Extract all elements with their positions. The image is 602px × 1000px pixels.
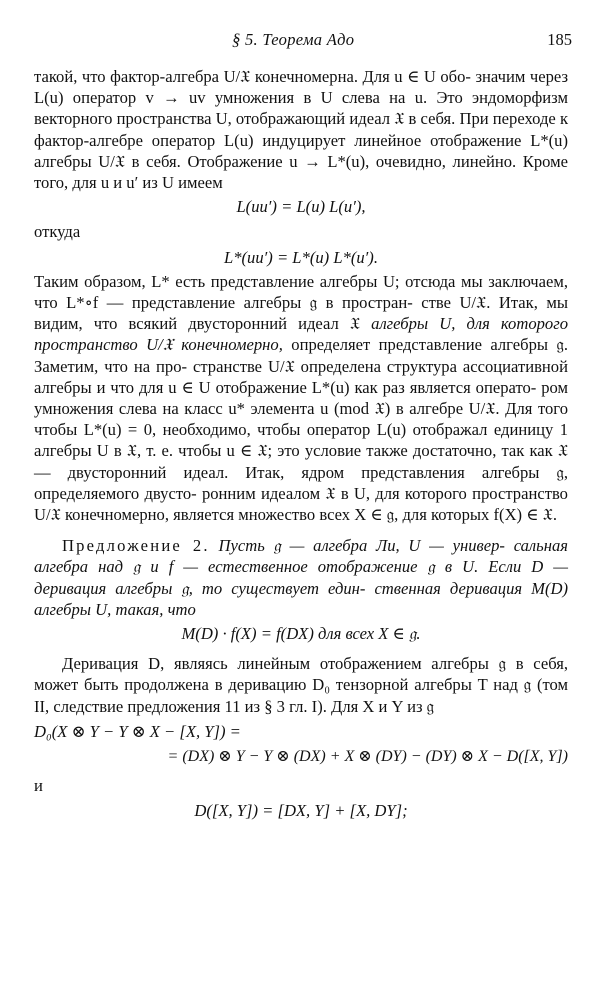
text-line: Итак, ядром представления алгебры 𝔤, определяемого двусто- — [34, 462, 568, 503]
text-line: конечномерно, является множество всех X ∈ 𝔤, для которых — [64, 505, 490, 525]
section-title: § 5. Теорема Адо — [232, 30, 355, 49]
conjunction-i: и — [34, 776, 43, 796]
text-line: странстве U/𝔛 определена структура ассоциативной алгебры — [34, 356, 568, 397]
text-line: и u′ из U имеем — [113, 173, 223, 193]
paragraph-3 — [34, 653, 568, 717]
proposition-title: Предложение 2. — [62, 536, 210, 556]
text-line: сальная алгебра над 𝔤 и f — естественное отображение 𝔤 — [34, 536, 568, 577]
text-line: алгебры T над 𝔤 (том II, следствие предложения 11 из § 3 — [34, 675, 568, 716]
equation-3: M(D) · f(X) = f(DX) для всех X ∈ 𝔤. — [181, 624, 421, 644]
text-line: ственная деривация M(D) алгебры U, такая, что — [34, 578, 568, 619]
text-line: f(X) ∈ 𝔛. — [493, 505, 557, 525]
text-line: Это эндоморфизм векторного пространства U, отображающий — [34, 88, 569, 129]
text-line: стве U/𝔛. Итак, мы видим, что всякий двусторонний идеал 𝔛 — [34, 293, 568, 334]
text-line: такой, что фактор-алгебра U/𝔛 конечномерна. Для u ∈ U обо- — [34, 67, 471, 86]
text-line: определяет представление алгебры 𝔤. Заметим, что на про- — [34, 335, 568, 376]
text-line: значим через L(u) оператор v → uv умножения в U слева на u. — [34, 67, 568, 108]
text-line: в себя, может быть продолжена в деривацию D₀ тензорной — [34, 654, 569, 695]
proposition-2 — [34, 535, 568, 620]
text-line: заключаем, что L*∘f — представление алгебры 𝔤 в простран- — [34, 271, 568, 313]
text-line: алгебры U, для которого пространство U/𝔛 конечномерно, — [34, 314, 568, 355]
text-line: условие также достаточно, так как 𝔛 — двусторонний идеал. — [34, 441, 568, 482]
text-line: Отображение u → L*(u), очевидно, линейно. Кроме того, для u — [34, 151, 568, 193]
paragraph-2 — [34, 271, 568, 525]
text-line: Таким образом, L* есть представление алгебры U; отсюда мы — [34, 271, 483, 291]
equation-4-line-2: = (DX) ⊗ Y − Y ⊗ (DX) + X ⊗ (DY) − (DY) ⊗ X − D([X, Y]) — [167, 748, 568, 766]
page-body — [34, 66, 568, 824]
text-line: идеал 𝔛 в себя. При переходе к фактор-алгебре оператор L(u) — [34, 109, 569, 150]
word-otkuda: откуда — [34, 222, 81, 242]
text-line: Для того чтобы L*(u) = 0, необходимо, чтобы оператор L(u) — [34, 399, 568, 440]
text-line: ронним идеалом 𝔛 в U, для которого пространство U/𝔛 — [34, 483, 568, 525]
text-line: ром умножения слева на класс u* элемента u (mod 𝔛) в алгебре U/𝔛. — [34, 377, 569, 419]
equation-5: D([X, Y]) = [DX, Y] + [X, DY]; — [194, 800, 408, 820]
page-number: 185 — [547, 30, 572, 49]
text-line: Пусть 𝔤 — алгебра Ли, U — универ- — [218, 536, 505, 556]
equation-4-line-1: D₀(X ⊗ Y − Y ⊗ X − [X, Y]) = — [34, 721, 241, 741]
text-line: индуцирует линейное отображение L*(u) алгебры U/𝔛 в себя. — [34, 130, 568, 171]
paragraph-1 — [34, 66, 568, 193]
text-line: Деривация D, являясь линейным отображением алгебры 𝔤 — [62, 654, 507, 674]
running-header — [0, 30, 602, 54]
text-line: гл. I). Для X и Y из 𝔤 — [289, 696, 435, 716]
equation-1: L(uu′) = L(u) L(u′), — [236, 197, 366, 217]
text-line: в U. Если D — деривация алгебры 𝔤, то существует един- — [34, 557, 568, 598]
equation-2: L*(uu′) = L*(u) L*(u′). — [224, 247, 378, 267]
text-line: и что для u ∈ U отображение L*(u) как раз является операто- — [96, 377, 537, 397]
text-line: отображал единицу 1 алгебры U в 𝔛, т. е. чтобы u ∈ 𝔛; это — [34, 420, 568, 461]
